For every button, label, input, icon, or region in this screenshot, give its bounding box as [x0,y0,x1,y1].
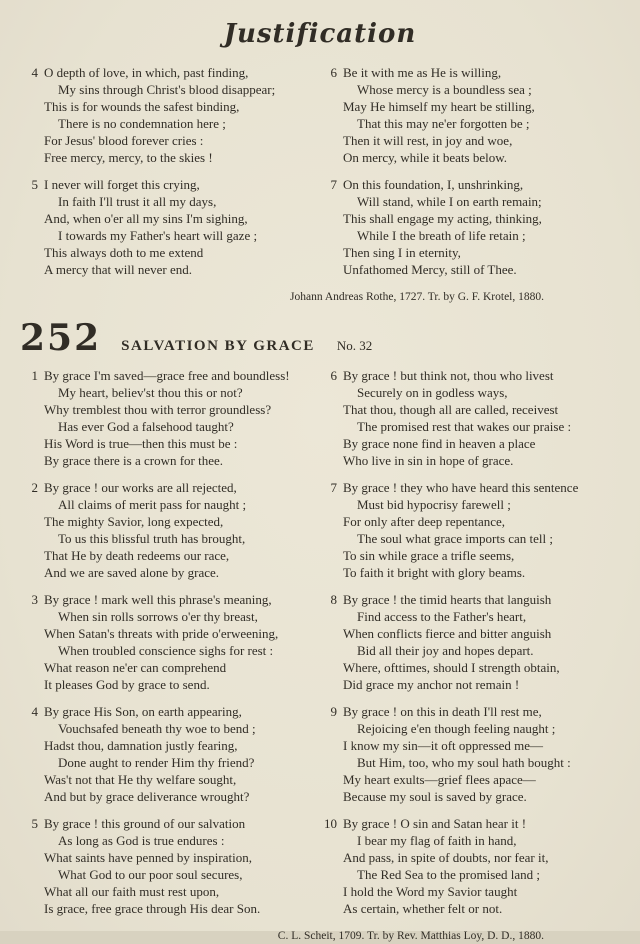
hymn-title: SALVATION BY GRACE [121,338,315,354]
verse-lines [343,703,614,805]
verse-line: By grace ! the timid hearts that languish [343,592,552,607]
verse-line: For Jesus' blood forever cries : [44,133,204,148]
verse-line: The soul what grace imports can tell ; [357,531,554,546]
hymn-252-verses [0,367,640,927]
verse-lines [44,64,315,166]
verse-number: 5 [31,816,38,831]
hymn-number: 252 [20,317,102,359]
verse [31,815,315,917]
verse-line: That this may ne'er forgotten be ; [357,116,530,131]
verse-line: I know my sin—it oft oppressed me— [343,738,544,753]
verse-line: Free mercy, mercy, to the skies ! [44,150,213,165]
verse-number: 5 [31,177,38,192]
verse-line: What reason ne'er can comprehend [44,660,227,675]
verse-line: Because my soul is saved by grace. [343,789,527,804]
verse-line: Why tremblest thou with terror groundless? [44,402,272,417]
verse-line: By grace His Son, on earth appearing, [44,704,242,719]
verse-line: This always doth to me extend [44,245,204,260]
verse-lines [44,591,315,693]
verse-lines [343,367,614,469]
verse-line: It pleases God by grace to send. [44,677,210,692]
verse-number: 4 [31,65,38,80]
verse-line: By grace none find in heaven a place [343,436,536,451]
verse-number: 6 [330,65,337,80]
verse-line: And but by grace deliverance wrought? [44,789,250,804]
verse-number: 3 [31,592,38,607]
verse-line: And pass, in spite of doubts, nor fear it, [343,850,549,865]
verse-line: By grace ! our works are all rejected, [44,480,237,495]
verse-line: What God to our poor soul secures, [58,867,243,882]
verse-line: I never will forget this crying, [44,177,200,192]
verse-line: There is no condemnation here ; [58,116,226,131]
verse [330,176,614,278]
verse-number: 7 [330,480,337,495]
verse-line: Bid all their joy and hopes depart. [357,643,534,658]
left-column [31,367,315,927]
verse-line: Was't not that He thy welfare sought, [44,772,237,787]
verse [330,479,614,581]
verse-line: While I the breath of life retain ; [357,228,526,243]
verse-line: By grace ! this ground of our salvation [44,816,246,831]
verse-line: When Satan's threats with pride o'erweening, [44,626,279,641]
verse-line: The Red Sea to the promised land ; [357,867,541,882]
verse-line: When sin rolls sorrows o'er thy breast, [58,609,258,624]
attribution-line: C. L. Scheit, 1709. Tr. by Rev. Matthias Loy, D. D., 1880. [277,930,544,942]
page-title: Justification [223,19,417,49]
verse-line: Hadst thou, damnation justly fearing, [44,738,238,753]
verse-line: Must bid hypocrisy farewell ; [357,497,511,512]
verse-line: On mercy, while it beats below. [343,150,508,165]
verse-line: Then sing I in eternity, [343,245,461,260]
verse-line: The mighty Savior, long expected, [44,514,224,529]
verse-number: 4 [31,704,38,719]
verse-line: By grace ! but think not, thou who livest [343,368,554,383]
verse-line: Find access to the Father's heart, [357,609,527,624]
verse-number: 9 [330,704,337,719]
verse-line: My heart, believ'st thou this or not? [58,385,243,400]
verse-line: I hold the Word my Savior taught [343,884,518,899]
verse-line: On this foundation, I, unshrinking, [343,177,524,192]
verse [330,591,614,693]
verse-line: In faith I'll trust it all my days, [58,194,217,209]
verse-line: Where, ofttimes, should I strength obtain, [343,660,560,675]
verse-number: 2 [31,480,38,495]
verse-line: My sins through Christ's blood disappear; [58,82,276,97]
verse-line: By grace there is a crown for thee. [44,453,224,468]
verse-line: Will stand, while I on earth remain; [357,194,542,209]
verse-line: That thou, though all are called, receivest [343,402,559,417]
verse-line: By grace ! mark well this phrase's meaning, [44,592,272,607]
verse-line: My heart exults—grief flees apace— [343,772,536,787]
verse [31,479,315,581]
verse-lines [44,703,315,805]
verse-lines [343,815,614,917]
verse [330,703,614,805]
verse-lines [343,479,614,581]
verse-line: Vouchsafed beneath thy woe to bend ; [58,721,256,736]
verse-lines [343,176,614,278]
verse-line: Rejoicing e'en though feeling naught ; [357,721,556,736]
verse-line: This is for wounds the safest binding, [44,99,240,114]
right-column [324,367,614,927]
verse-line: Is grace, free grace through His dear Son. [44,901,261,916]
verse-line: When troubled conscience sighs for rest : [58,643,274,658]
verse [330,64,614,166]
verse-line: Done aught to render Him thy friend? [58,755,255,770]
verse-line: By grace ! on this in death I'll rest me, [343,704,542,719]
verse-line: And, when o'er all my sins I'm sighing, [44,211,248,226]
left-column [31,64,315,288]
verse-line: This shall engage my acting, thinking, [343,211,542,226]
verse-line: To sin while grace a trifle seems, [343,548,515,563]
verse-lines [343,591,614,693]
verse-line: What saints have penned by inspiration, [44,850,252,865]
verse [324,815,614,917]
verse-line: What all our faith must rest upon, [44,884,220,899]
verse-lines [44,176,315,278]
verse-lines [343,64,614,166]
verse-lines [44,815,315,917]
verse-line: Whose mercy is a boundless sea ; [357,82,532,97]
verse [31,703,315,805]
hymn-justification-verses [0,64,640,288]
verse-line: As certain, whether felt or not. [343,901,503,916]
tune-number: No. 32 [336,338,373,353]
verse-number: 7 [330,177,337,192]
verse-line: That He by death redeems our race, [44,548,230,563]
hymn-heading [20,317,640,357]
verse-line: Then it will rest, in joy and woe, [343,133,513,148]
verse-line: By grace ! O sin and Satan hear it ! [343,816,527,831]
verse-number: 1 [31,368,38,383]
verse-line: And we are saved alone by grace. [44,565,220,580]
verse [31,64,315,166]
verse-line: By grace I'm saved—grace free and boundless! [44,368,290,383]
verse-line: As long as God is true endures : [58,833,225,848]
right-column [330,64,614,288]
verse-number: 6 [330,368,337,383]
attribution-line: Johann Andreas Rothe, 1727. Tr. by G. F. Krotel, 1880. [290,291,544,303]
verse-line: To faith it bright with glory beams. [343,565,526,580]
verse-line: For only after deep repentance, [343,514,506,529]
verse-line: Be it with me as He is willing, [343,65,502,80]
verse-line: All claims of merit pass for naught ; [58,497,247,512]
verse [31,367,315,469]
verse-line: May He himself my heart be stilling, [343,99,535,114]
verse-line: O depth of love, in which, past finding, [44,65,249,80]
verse-line: Who live in sin in hope of grace. [343,453,514,468]
verse-number: 8 [330,592,337,607]
verse [31,176,315,278]
verse-lines [44,367,315,469]
verse [330,367,614,469]
verse-number: 10 [324,816,337,831]
verse-line: Unfathomed Mercy, still of Thee. [343,262,517,277]
verse-lines [44,479,315,581]
verse-line: I towards my Father's heart will gaze ; [58,228,258,243]
verse-line: But Him, too, who my soul hath bought : [357,755,571,770]
verse-line: Securely on in godless ways, [357,385,508,400]
verse-line: By grace ! they who have heard this sentence [343,480,579,495]
verse-line: When conflicts fierce and bitter anguish [343,626,552,641]
verse-line: A mercy that will never end. [44,262,193,277]
verse-line: To us this blissful truth has brought, [58,531,246,546]
verse-line: The promised rest that wakes our praise : [357,419,572,434]
verse-line: Has ever God a falsehood taught? [58,419,234,434]
verse-line: I bear my flag of faith in hand, [357,833,517,848]
verse-line: His Word is true—then this must be : [44,436,238,451]
verse [31,591,315,693]
verse-line: Did grace my anchor not remain ! [343,677,520,692]
